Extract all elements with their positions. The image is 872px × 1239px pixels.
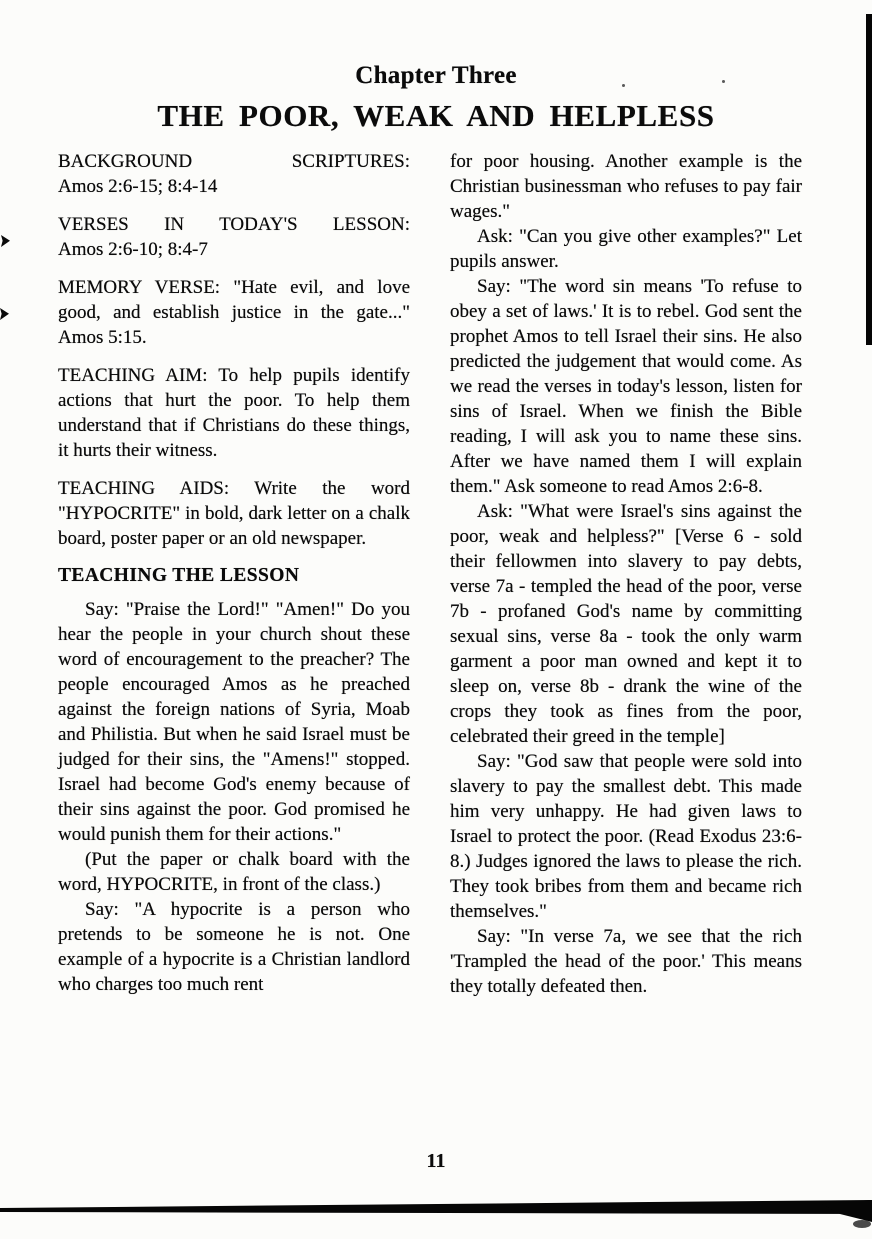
lesson-paragraph: Say: "In verse 7a, we see that the rich 'Trampled the head of the poor.' This means they totally defeated then. xyxy=(450,926,802,997)
right-column xyxy=(450,149,802,999)
verses-lesson-value: Amos 2:6-10; 8:4-7 xyxy=(58,239,208,260)
teaching-aids: TEACHING AIDS: Write the word "HYPOCRITE" in bold, dark letter on a chalk board, poster paper or an old newspaper. xyxy=(58,478,410,549)
scan-speck xyxy=(722,80,725,83)
background-scriptures-value: Amos 2:6-15; 8:4-14 xyxy=(58,176,218,197)
background-scriptures-label: BACKGROUND SCRIPTURES: xyxy=(58,151,410,172)
lesson-paragraph: Say: "The word sin means 'To refuse to obey a set of laws.' It is to rebel. God sent the prophet Amos to tell Israel their sins. He also predicted the judgement that would come. As we read the verses in today's lesson, listen for sins of Israel. When we finish the Bible reading, I will ask you to name these sins. After we have named them I will explain them." Ask someone to read Amos 2:6-8. xyxy=(450,276,802,497)
two-column-body xyxy=(0,149,872,999)
chapter-label: Chapter Three xyxy=(355,62,517,89)
scan-artifact-bottom-line xyxy=(0,1198,872,1239)
scan-artifact-right-bar xyxy=(866,14,872,345)
lesson-paragraph: Ask: "Can you give other examples?" Let pupils answer. xyxy=(450,226,802,272)
lesson-paragraph: Say: "God saw that people were sold into slavery to pay the smallest debt. This made him very unhappy. He had given laws to Israel to protect the poor. (Read Exodus 23:6-8.) Judges ignored the laws to please the rich. They took bribes from them and became rich themselves." xyxy=(450,751,802,922)
lesson-section-heading: TEACHING THE LESSON xyxy=(58,565,300,586)
left-column xyxy=(58,149,410,999)
teaching-aim: TEACHING AIM: To help pupils identify actions that hurt the poor. To help them understand that if Christians do these things, it hurts their witness. xyxy=(58,365,410,461)
page-number: 11 xyxy=(426,1150,446,1172)
memory-verse: MEMORY VERSE: "Hate evil, and love good, and establish justice in the gate..." Amos 5:15. xyxy=(58,277,410,348)
page-header xyxy=(0,0,872,134)
lesson-paragraph: Say: "A hypocrite is a person who pretends to be someone he is not. One example of a hypocrite is a Christian landlord who charges too much rent xyxy=(58,899,410,995)
lesson-paragraph: Say: "Praise the Lord!" "Amen!" Do you hear the people in your church shout these word of encouragement to the preacher? The people encouraged Amos as he preached against the foreign nations of Syria, Moab and Philistia. But when he said Israel must be judged for their sins, the "Amens!" stopped. Israel had become God's enemy because of their sins against the poor. God promised he would punish them for their actions." xyxy=(58,599,410,845)
verses-lesson-label: VERSES IN TODAY'S LESSON: xyxy=(58,214,410,235)
scan-speck xyxy=(622,84,625,87)
lesson-paragraph: (Put the paper or chalk board with the word, HYPOCRITE, in front of the class.) xyxy=(58,849,410,895)
page-title: THE POOR, WEAK AND HELPLESS xyxy=(157,98,715,133)
lesson-paragraph: Ask: "What were Israel's sins against the poor, weak and helpless?" [Verse 6 - sold their fellowmen into slavery to pay debts, verse 7a - templed the head of the poor, verse 7b - profaned God's name by committing sexual sins, verse 8a - took the only warm garment a poor man owned and kept it to sleep on, verse 8b - drank the wine of the crops they took as fines from the poor, celebrated their greed in the temple] xyxy=(450,501,802,747)
lesson-paragraph-continuation: for poor housing. Another example is the Christian businessman who refuses to pay fair wages." xyxy=(450,151,802,222)
